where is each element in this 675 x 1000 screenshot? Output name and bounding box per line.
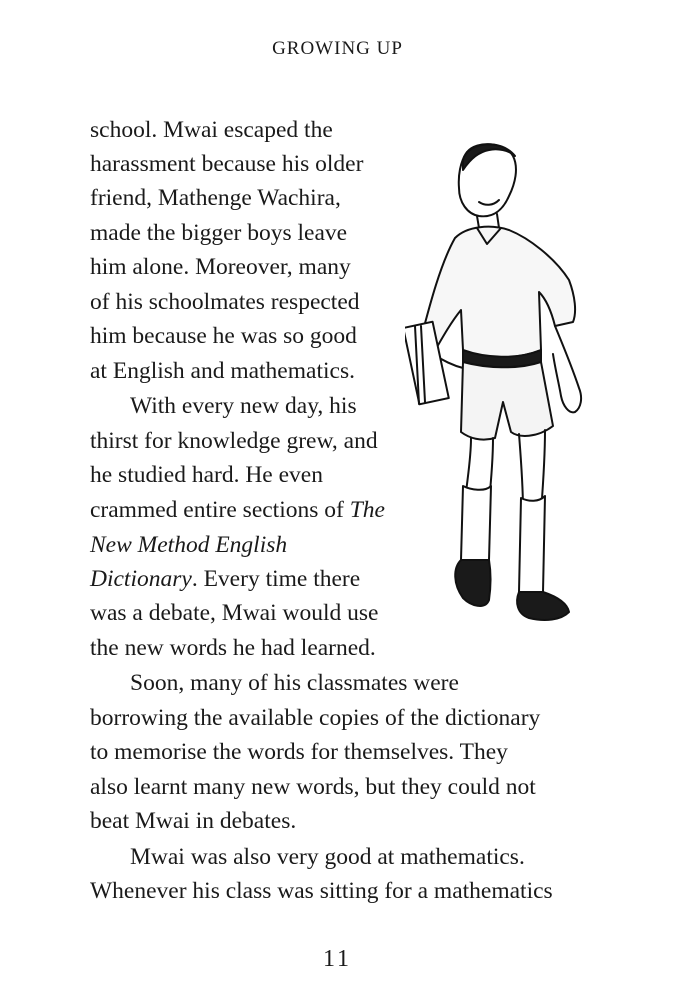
text-line: to memorise the words for themselves. They [90,739,508,765]
text-line: thirst for knowledge grew, and [90,428,378,454]
text-line: friend, Mathenge Wachira, [90,185,341,211]
text-line: Soon, many of his classmates were [130,670,459,696]
text-line: Whenever his class was sitting for a mathematics [90,878,553,904]
text-line: of his schoolmates respected [90,289,360,315]
text-line: Mwai was also very good at mathematics. [130,844,525,870]
text-span: . Every time there [191,566,361,592]
text-line: he studied hard. He even [90,462,323,488]
text-line: at English and mathematics. [90,358,355,384]
text-line [90,530,287,560]
text-line: school. Mwai escaped the [90,117,333,143]
text-line [90,495,385,525]
book-title-italic: New Method English [90,532,288,558]
book-title-italic: Dictionary [90,566,192,592]
book-title-italic: The [349,497,385,523]
text-line: borrowing the available copies of the dictionary [90,705,541,731]
text-line: also learnt many new words, but they could not [90,774,536,800]
page-number: 11 [322,946,353,972]
text-span: crammed entire sections of [90,497,344,523]
schoolboy-illustration [405,140,615,640]
text-line: the new words he had learned. [90,635,376,661]
text-line: him because he was so good [90,323,357,349]
text-line: beat Mwai in debates. [90,808,297,834]
running-header: GROWING UP [272,38,403,59]
text-line: was a debate, Mwai would use [90,600,379,626]
text-line [90,564,360,594]
text-line: harassment because his older [90,151,364,177]
text-line: him alone. Moreover, many [90,254,351,280]
text-line: made the bigger boys leave [90,220,348,246]
text-line: With every new day, his [130,393,357,419]
